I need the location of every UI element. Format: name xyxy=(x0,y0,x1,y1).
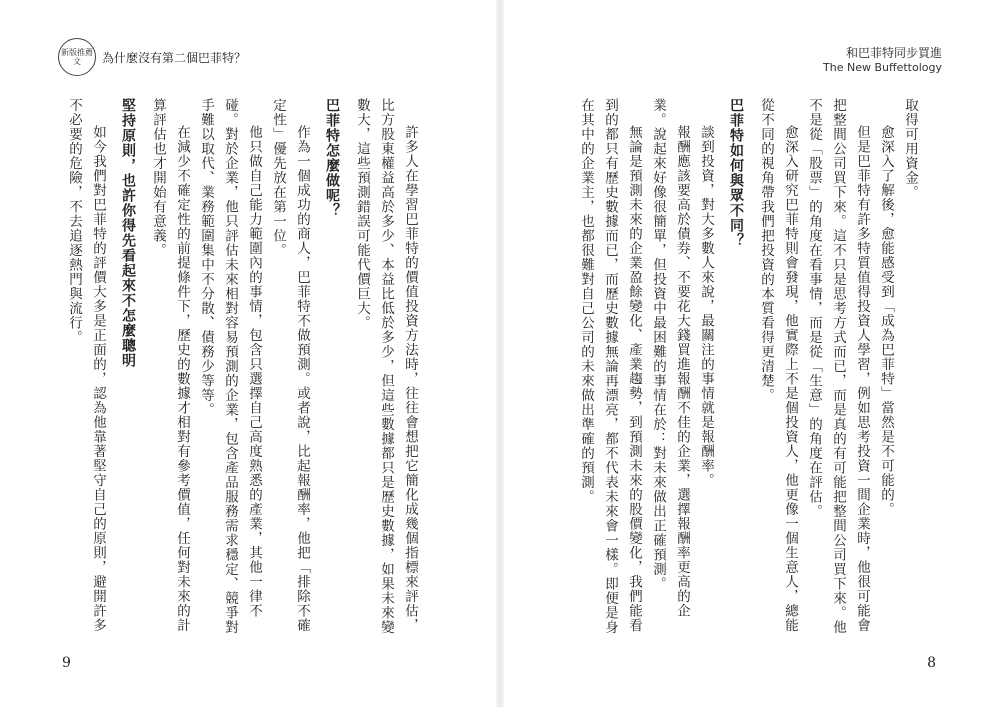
body-paragraph: 取得可用資金。 xyxy=(902,98,918,200)
left-running-header xyxy=(58,38,246,76)
body-paragraph: 作為一個成功的商人，巴菲特不做預測。或者說，比起報酬率，他把「排除不確定性」優先放在第一位。 xyxy=(270,98,310,633)
right-text-block xyxy=(574,98,934,646)
right-page xyxy=(504,0,1000,707)
right-header-title-zh: 和巴菲特同步買進 xyxy=(845,46,942,60)
body-paragraph: 他只做自己能力範圍內的事情，包含只選擇自己高度熟悉的產業，其他一律不碰。對於企業，他只評估未來相對容易預測的企業，包含產品服務需求穩定、競爭對手難以取代、業務範圍集中不分散、債務少等等。 xyxy=(198,98,262,635)
body-paragraph: 愈深入研究巴菲特則會發現，他實際上不是個投資人，他更像一個生意人，總能從不同的視角帶我們把投資的本質看得更清楚。 xyxy=(758,98,798,633)
body-paragraph: 在減少不確定性的前提條件下，歷史的數據才相對有參考價值，任何對未來的計算評估也才開始有意義。 xyxy=(150,98,190,633)
body-paragraph: 許多人在學習巴菲特的價值投資方法時，往往會想把它簡化成幾個指標來評估，比方股東權益高於多少、本益比低於多少，但這些數據都只是歷史數據，如果未來變數大，這些預測錯誤可能代價巨大。 xyxy=(354,98,418,635)
right-running-header xyxy=(823,44,942,74)
right-vertical-text xyxy=(574,98,922,646)
left-vertical-text xyxy=(62,98,422,646)
book-gutter xyxy=(496,0,504,707)
body-paragraph: 談到投資，對大多數人來說，最關注的事情就是報酬率。 xyxy=(698,125,714,488)
badge-label: 新版推薦文 xyxy=(61,48,93,66)
left-page-number: 9 xyxy=(62,655,71,671)
section-heading: 巴菲特如何與眾不同？ xyxy=(728,98,744,248)
right-page-number: 8 xyxy=(927,655,936,671)
body-paragraph: 但是巴菲特有許多特質值得投資人學習，例如思考投資一間企業時，他很可能會把整間公司買下來。這不只是思考方式而已，而是真的有可能把整間公司買下來。他不是從「股票」的角度在看事情，而是從「生意」的角度在評估。 xyxy=(806,98,870,635)
section-heading: 巴菲特怎麼做呢？ xyxy=(324,98,340,218)
left-text-block xyxy=(62,98,460,646)
preface-badge xyxy=(58,38,96,76)
body-paragraph: 如今我們對巴菲特的評價大多是正面的，認為他靠著堅守自己的原則，避開許多不必要的危險，不去追逐熱門與流行。 xyxy=(66,98,106,633)
left-header-title: 為什麼沒有第二個巴菲特？ xyxy=(102,50,247,65)
body-paragraph: 報酬應該要高於債券、不要花大錢買進報酬不佳的企業，選擇報酬率更高的企業。說起來好像很簡單，但投資中最困難的事情在於：對未來做出正確預測。 xyxy=(650,98,690,618)
body-paragraph: 無論是預測未來的企業盈餘變化、產業趨勢，到預測未來的股價變化，我們能看到的都只有歷史數據而已，而歷史數據無論再漂亮，都不代表未來會一樣。即便是身在其中的企業主，也都很難對自己公司的未來做出準確的預測。 xyxy=(578,98,642,635)
section-heading: 堅持原則，也許你得先看起來不怎麼聰明 xyxy=(120,98,136,368)
body-paragraph: 愈深入了解後，愈能感受到「成為巴菲特」當然是不可能的。 xyxy=(878,125,894,517)
left-page xyxy=(0,0,496,707)
right-header-title-en: The New Buffettology xyxy=(823,61,942,74)
